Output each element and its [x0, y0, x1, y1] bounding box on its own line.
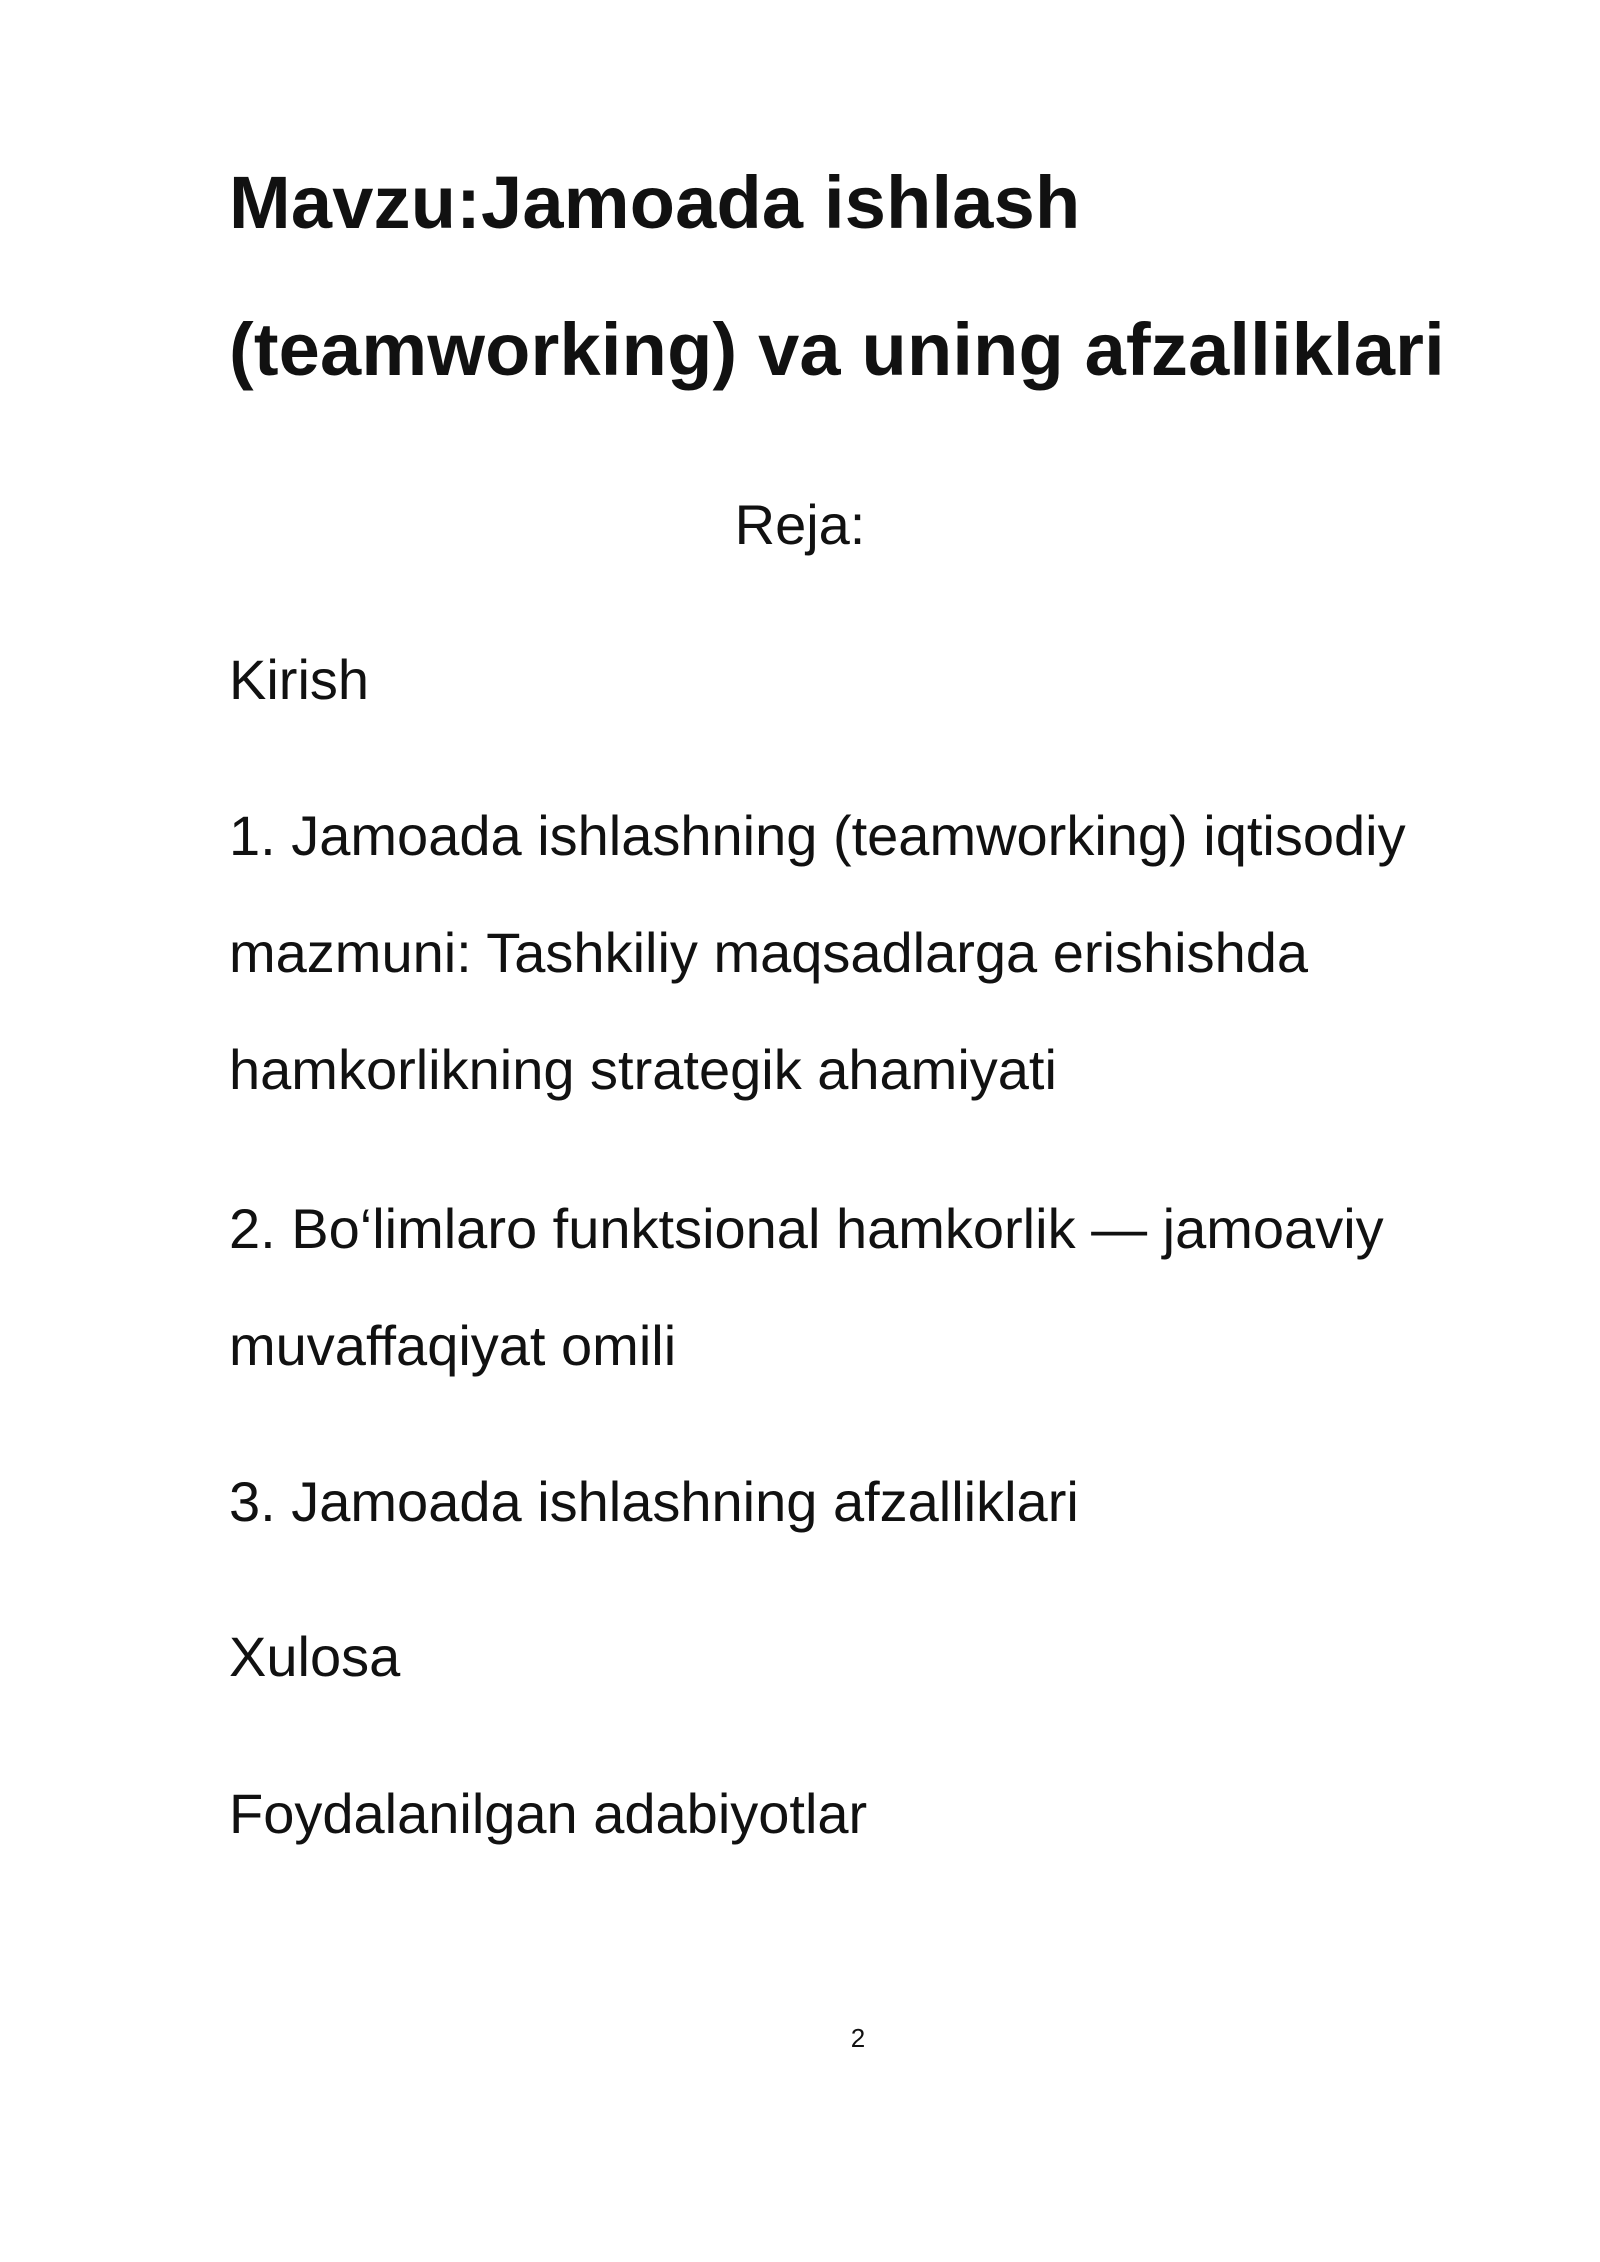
- plan-item-1-line-3: hamkorlikning strategik ahamiyati: [229, 1038, 1057, 1101]
- plan-item-2-line-1: 2. Bo‘limlaro funktsional hamkorlik — jamoaviy: [229, 1197, 1384, 1260]
- plan-item-3: 3. Jamoada ishlashning afzalliklari: [229, 1470, 1079, 1533]
- plan-item-2-line-2: muvaffaqiyat omili: [229, 1314, 677, 1377]
- page-number: 2: [850, 2023, 866, 2053]
- plan-item-references: Foydalanilgan adabiyotlar: [229, 1782, 868, 1845]
- plan-item-1-line-1: 1. Jamoada ishlashning (teamworking) iqtisodiy: [229, 804, 1406, 867]
- plan-item-1-line-2: mazmuni: Tashkiliy maqsadlarga erishishda: [229, 921, 1309, 984]
- plan-item-conclusion: Xulosa: [229, 1625, 401, 1688]
- plan-heading: Reja:: [734, 493, 866, 556]
- document-title-line-1: Mavzu:Jamoada ishlash: [229, 161, 1081, 244]
- document-title-line-2: (teamworking) va uning afzalliklari: [229, 308, 1445, 391]
- plan-item-introduction: Kirish: [229, 648, 370, 711]
